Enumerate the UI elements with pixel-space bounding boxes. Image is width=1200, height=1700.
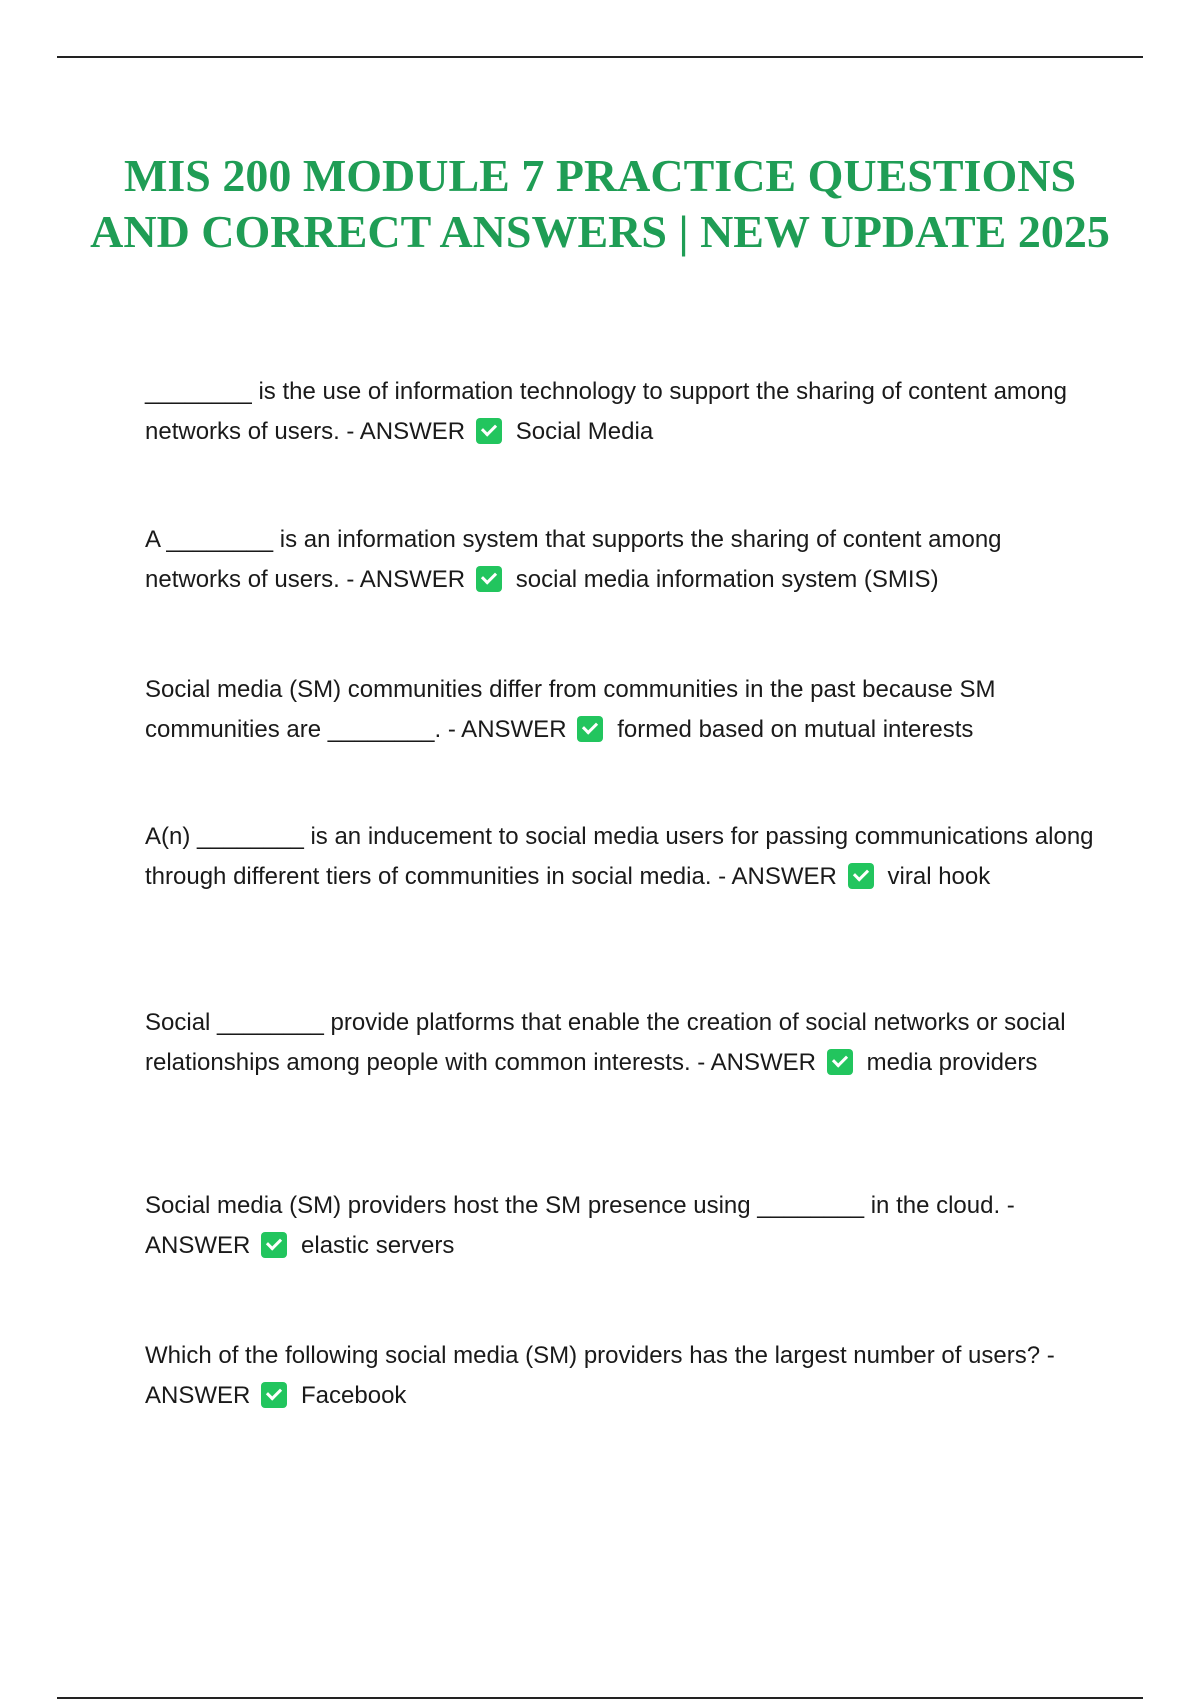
answer-text: Social Media [515, 418, 654, 445]
qa-item [145, 1336, 1095, 1416]
check-icon [848, 863, 874, 889]
check-icon [261, 1382, 287, 1408]
question-text: A ________ is an information system that supports the sharing of content among networks of users. - ANSWER [145, 526, 1002, 593]
answer-text: elastic servers [301, 1232, 455, 1259]
qa-item [145, 520, 1095, 600]
check-icon [577, 716, 603, 742]
qa-item [145, 1186, 1095, 1266]
qa-item [145, 670, 1095, 750]
qa-item [145, 372, 1095, 452]
bottom-rule [57, 1697, 1143, 1699]
check-icon [827, 1049, 853, 1075]
question-text: A(n) ________ is an inducement to social media users for passing communications along through different tiers of communities in social media. - ANSWER [145, 823, 1094, 890]
answer-text: social media information system (SMIS) [515, 566, 939, 593]
answer-text: viral hook [887, 863, 991, 890]
check-icon [261, 1232, 287, 1258]
answer-text: formed based on mutual interests [617, 716, 974, 743]
question-text: Which of the following social media (SM) providers has the largest number of users? - ANSWER [145, 1342, 1055, 1409]
question-text: Social media (SM) providers host the SM presence using ________ in the cloud. - ANSWER [145, 1192, 1015, 1259]
question-text: Social media (SM) communities differ from communities in the past because SM communities are ________. - ANSWER [145, 676, 996, 743]
page-title: MIS 200 MODULE 7 PRACTICE QUESTIONS AND CORRECT ANSWERS | NEW UPDATE 2025 [90, 150, 1110, 257]
question-text: Social ________ provide platforms that enable the creation of social networks or social relationships among people with common interests. - ANSWER [145, 1009, 1066, 1076]
qa-item [145, 1003, 1095, 1083]
qa-item [145, 817, 1095, 897]
check-icon [476, 566, 502, 592]
answer-text: media providers [866, 1049, 1038, 1076]
check-icon [476, 418, 502, 444]
answer-text: Facebook [301, 1382, 407, 1409]
question-text: ________ is the use of information technology to support the sharing of content among networks of users. - ANSWER [145, 378, 1067, 445]
top-rule [57, 56, 1143, 58]
